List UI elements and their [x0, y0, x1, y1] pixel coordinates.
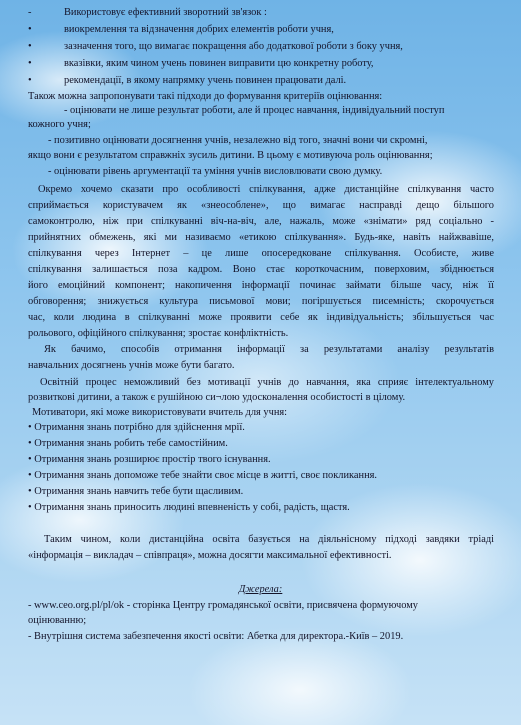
feedback-intro: Використовує ефективний зворотний зв'язок :	[64, 7, 267, 18]
approach-text: - позитивно оцінювати досягнення учнів, незалежно від того, значні вони чи скромні,	[48, 135, 428, 146]
sources-title: Джерела:	[238, 584, 283, 595]
paragraph-text: спілкування залишається поза кадром. Воно стає короткочасним, поверховим, збіднюється	[28, 264, 494, 275]
motivator-item: • Отримання знань робить тебе самостійним.	[28, 438, 228, 449]
source-text: оцінюванню;	[28, 615, 87, 626]
paragraph-text: спілкування через Інтернет – це лише опосередковане спілкування. Особисте, живе	[28, 248, 494, 259]
feedback-item: вказівки, яким чином учень повинен виправити цю конкретну роботу,	[64, 58, 374, 69]
motivator-item: • Отримання знань потрібно для здійснення мрії.	[28, 422, 245, 433]
paragraph-text: обговорення; знижується культура письмової мови; погіршується писемність; скорочується	[28, 296, 494, 307]
bullet-marker: •	[28, 58, 32, 69]
conclusion-text: «інформація – викладач – співпраця», можна досягти максимальної ефективності.	[28, 550, 392, 561]
feedback-item: рекомендації, в якому напрямку учень повинен працювати далі.	[64, 75, 347, 86]
approach-text: якщо вони є результатом справжніх зусиль дитини. В цьому є мотивуюча роль оцінювання;	[28, 150, 433, 161]
source-text: - www.ceo.org.pl/pl/ok - сторінка Центру громадянської освіти, присвячена формуючому	[28, 600, 418, 611]
motivator-item: • Отримання знань навчить тебе бути щасливим.	[28, 486, 244, 497]
paragraph-text: розвиткові дитини, а також є рушійною си¬лою удосконалення особистості в цілому.	[28, 392, 406, 403]
approach-text: кожного учня;	[28, 119, 91, 130]
paragraph-text: Освітній процес неможливий без мотивації учнів до навчання, яка сприяє інтелектуальному	[40, 377, 494, 388]
bullet-marker: •	[28, 75, 32, 86]
paragraph-text: його емоційний компонент; накопичення інформації починає займати більше часу, ніж її	[28, 280, 494, 291]
paragraph-text: прийнятних обмежень, які ми називаємо «етикою спілкування». Будь-яке, навіть найжвавіше,	[28, 232, 494, 243]
motivator-item: • Отримання знань розширює простір твого існування.	[28, 454, 271, 465]
paragraph-text: Як бачимо, способів отримання інформації за результатами аналізу результатів	[44, 344, 494, 355]
source-text: - Внутрішня система забезпечення якості освіти: Абетка для директора.-Київ – 2019.	[28, 631, 404, 642]
approaches-intro: Також можна запропонувати такі підходи до формування критеріїв оцінювання:	[28, 91, 383, 102]
motivators-intro: Мотиватори, які може використовувати вчитель для учня:	[32, 407, 288, 418]
dash-marker: -	[28, 7, 32, 18]
bullet-marker: •	[28, 41, 32, 52]
approach-text: - оцінювати рівень аргументації та уміння учнів висловлювати свою думку.	[48, 166, 383, 177]
paragraph-text: час, коли людина в спілкуванні може проявити себе як індивідуальність; збільшується час	[28, 312, 494, 323]
motivator-item: • Отримання знань допоможе тебе знайти своє місце в житті, своє покликання.	[28, 470, 378, 481]
paragraph-text: навчальних досягнень учнів може бути багато.	[28, 360, 235, 371]
conclusion-text: Таким чином, коли дистанційна освіта базується на діяльнісному підході завдяки тріаді	[44, 534, 494, 545]
paragraph-text: рольового, офіційного спілкування; зростає конфліктність.	[28, 328, 289, 339]
bullet-marker: •	[28, 24, 32, 35]
feedback-item: зазначення того, що вимагає покращення або додаткової роботи з боку учня,	[64, 41, 403, 52]
paragraph-text: сприймається користувачем як «знеособлене», що вимагає насправді дещо більшого	[28, 200, 494, 211]
feedback-item: виокремлення та відзначення добрих елементів роботи учня,	[64, 24, 334, 35]
paragraph-text: самоконтролю, ніж при спілкуванні віч-на-віч, але, нажаль, може «знімати» ряд соціально -	[28, 216, 494, 227]
motivator-item: • Отримання знань приносить людині впевненість у собі, радість, щастя.	[28, 502, 350, 513]
paragraph-text: Окремо хочемо сказати про особливості спілкування, адже дистанційне спілкування часто	[38, 184, 494, 195]
approach-text: - оцінювати не лише результат роботи, але й процес навчання, індивідуальний поступ	[64, 105, 445, 116]
